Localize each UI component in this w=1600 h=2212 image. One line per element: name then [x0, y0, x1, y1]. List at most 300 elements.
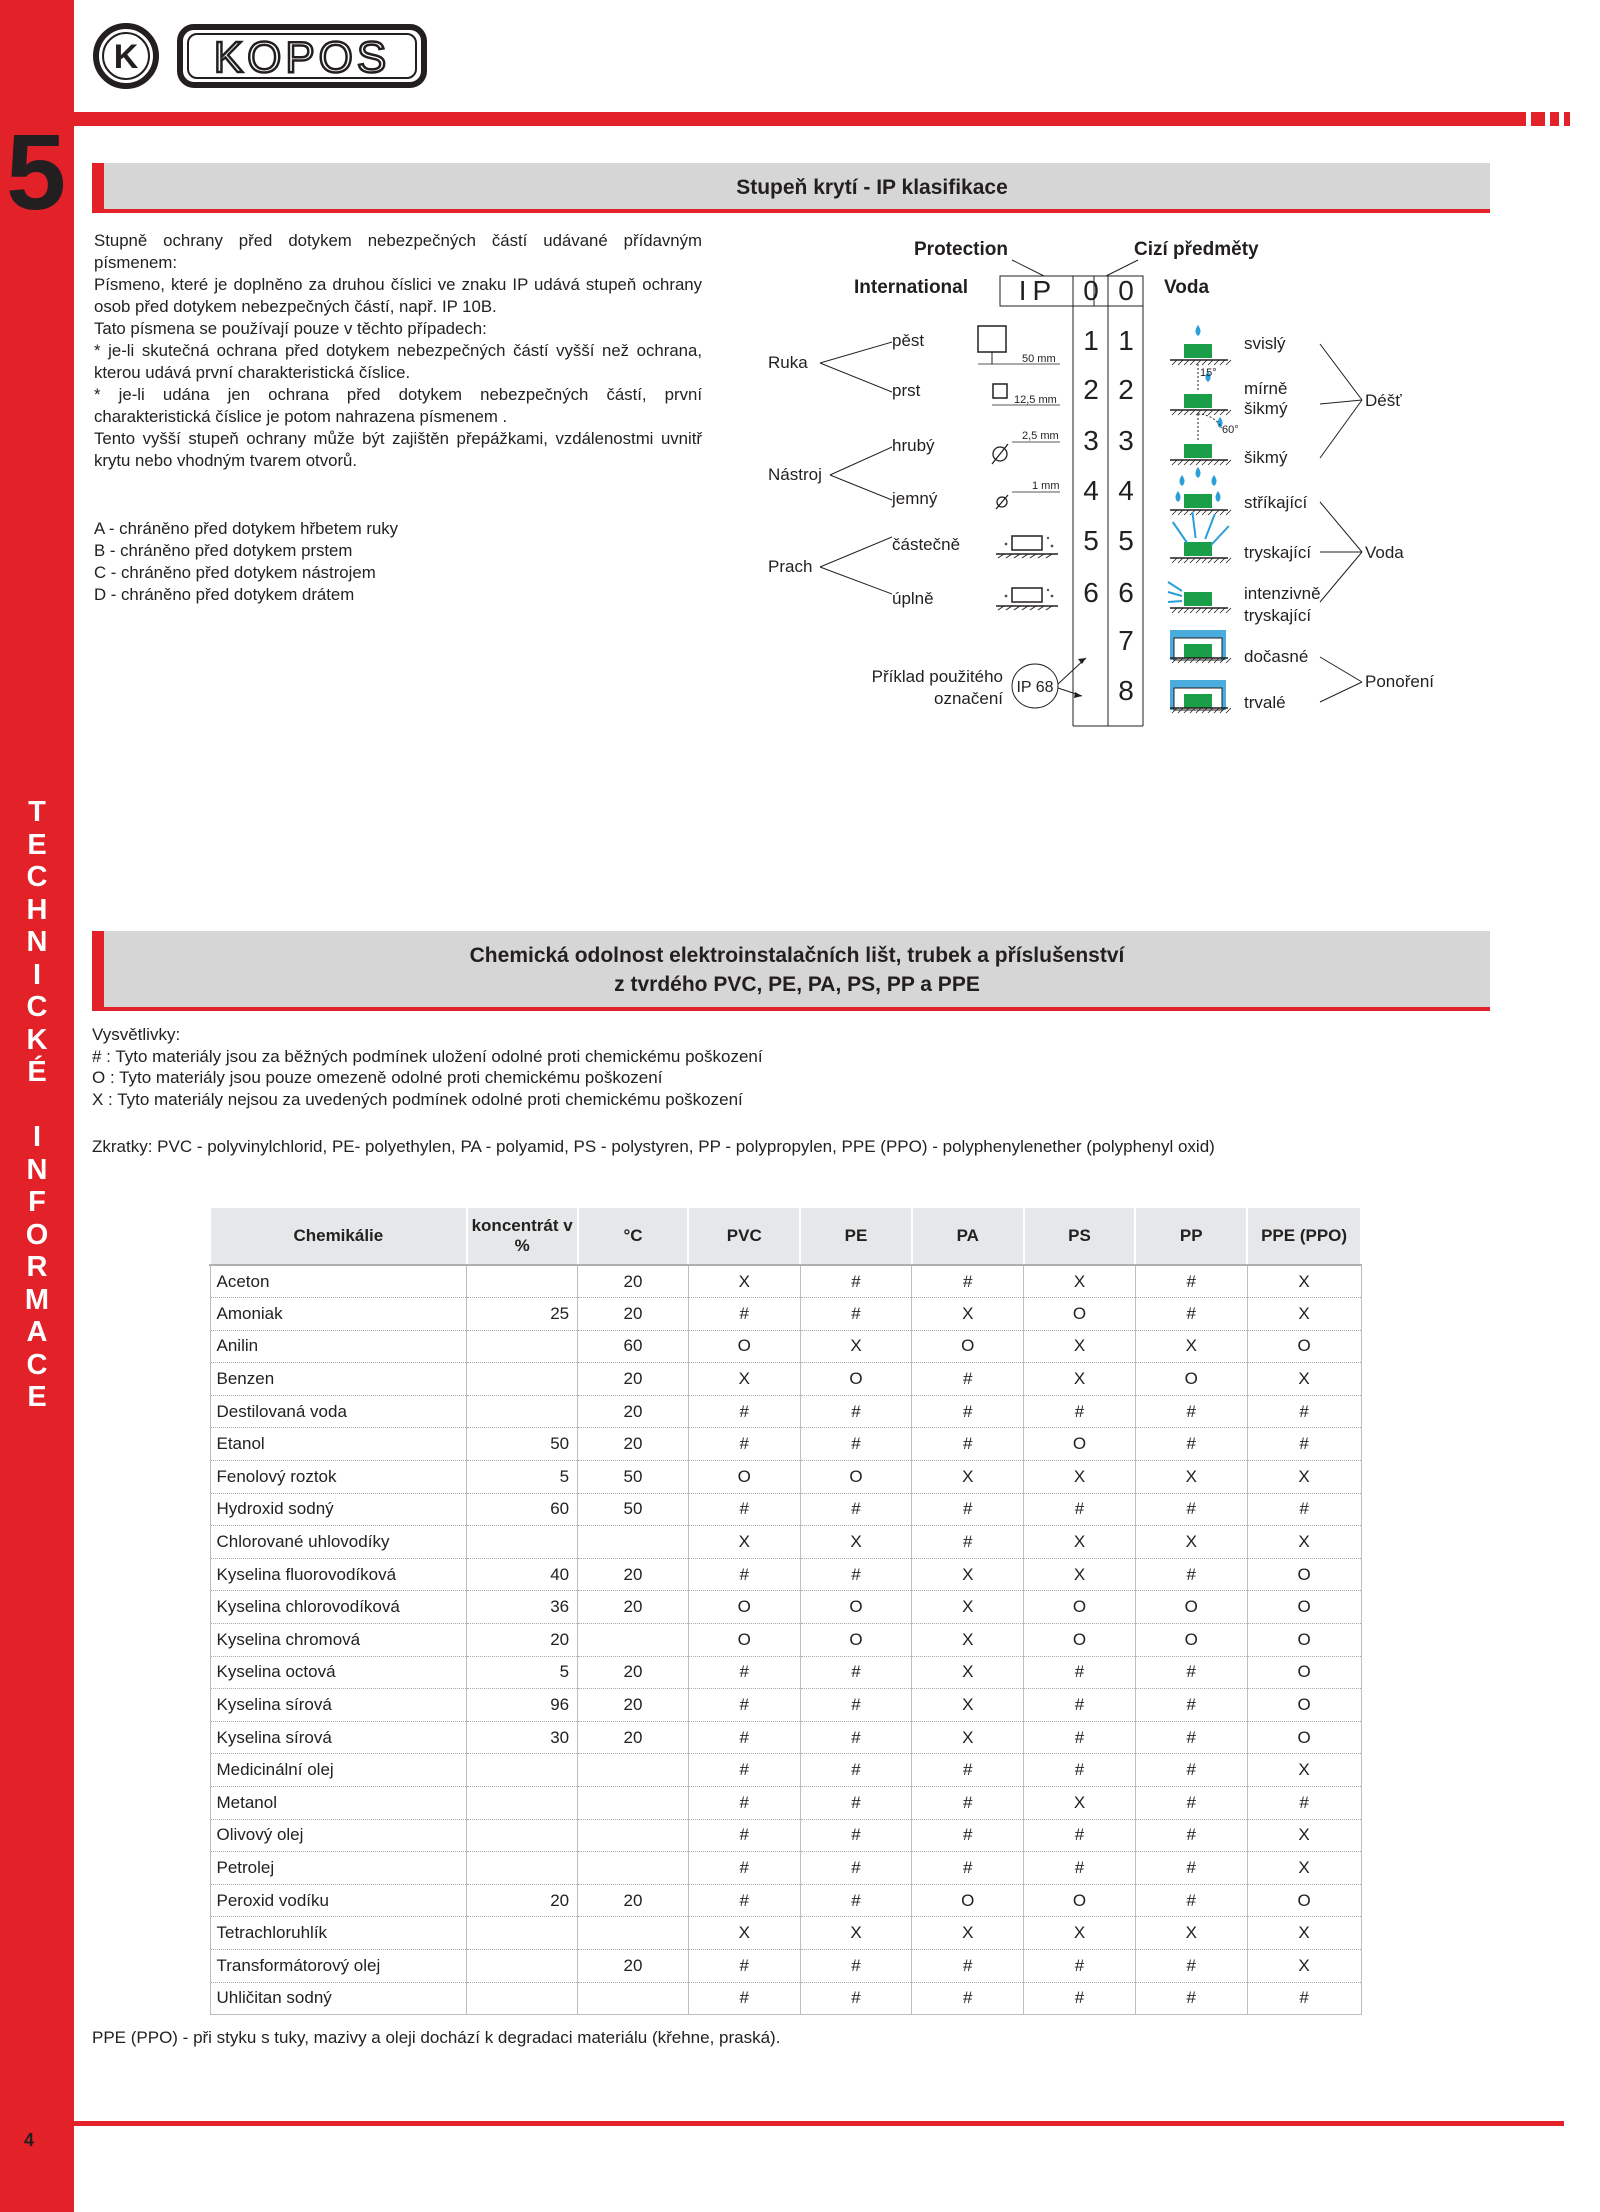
table-cell: 25 — [467, 1298, 578, 1331]
table-cell: X — [1247, 1265, 1361, 1298]
label-slightly: mírně — [1244, 379, 1288, 398]
table-cell: # — [1135, 1852, 1247, 1885]
table-cell: O — [688, 1624, 800, 1657]
table-cell: # — [912, 1949, 1024, 1982]
table-cell: X — [1024, 1526, 1136, 1559]
table-cell: X — [1247, 1363, 1361, 1396]
table-cell: # — [1024, 1819, 1136, 1852]
ip-letters-label: IP — [1018, 275, 1058, 306]
chemical-name-cell: Chlorované uhlovodíky — [210, 1526, 467, 1559]
label-fist: pěst — [892, 331, 925, 350]
label-coarse: hrubý — [892, 436, 935, 455]
table-cell: # — [688, 1982, 800, 2015]
table-cell: O — [912, 1330, 1024, 1363]
table-cell: # — [688, 1298, 800, 1331]
chemical-name-cell: Hydroxid sodný — [210, 1493, 467, 1526]
table-cell — [467, 1982, 578, 2015]
side-title-letter: C — [26, 861, 48, 893]
ip-paragraph: Tento vyšší stupeň ochrany může být zajištěn přepážkami, vzdálenostmi uvnitř krytu nebo vhodným tvarem otvorů. — [94, 429, 702, 470]
side-title-letter: F — [28, 1186, 46, 1218]
side-title-letter: T — [28, 796, 46, 828]
table-cell: O — [1247, 1884, 1361, 1917]
chemical-name-cell: Anilin — [210, 1330, 467, 1363]
table-cell: # — [912, 1526, 1024, 1559]
ip-section-title: Stupeň krytí - IP klasifikace — [92, 163, 1490, 213]
chemical-resistance-table — [209, 1206, 1362, 2015]
table-cell: X — [1247, 1949, 1361, 1982]
side-title-letter: E — [27, 828, 47, 861]
table-cell: # — [1247, 1982, 1361, 2015]
first-digit: 3 — [1083, 425, 1099, 456]
side-title-letter: É — [27, 1056, 47, 1088]
table-cell: # — [1135, 1982, 1247, 2015]
table-row — [210, 1721, 1361, 1754]
angle-60: 60° — [1222, 424, 1239, 436]
table-cell: # — [688, 1721, 800, 1754]
abbreviations: Zkratky: PVC - polyvinylchlorid, PE- polyethylen, PA - polyamid, PS - polystyren, PP - polypropylen, PPE (PPO) - polyphenylenether (polyphenyl oxid) — [92, 1137, 1215, 1156]
chemical-name-cell: Kyselina chromová — [210, 1624, 467, 1657]
logo-wordmark: KOPOS — [213, 33, 391, 82]
water-icons — [1168, 325, 1231, 713]
table-cell: # — [800, 1721, 912, 1754]
table-cell: O — [1024, 1624, 1136, 1657]
table-cell: X — [1135, 1526, 1247, 1559]
table-cell: 20 — [578, 1949, 689, 1982]
table-row — [210, 1330, 1361, 1363]
second-digit: 1 — [1118, 325, 1134, 356]
table-cell: 20 — [578, 1884, 689, 1917]
table-cell: # — [800, 1949, 912, 1982]
table-cell: X — [688, 1265, 800, 1298]
label-temporary: dočasné — [1244, 647, 1309, 666]
table-cell — [467, 1395, 578, 1428]
chem-title-line1: Chemická odolnost elektroinstalačních lišt, trubek a příslušenství — [469, 944, 1125, 967]
table-cell: 20 — [578, 1591, 689, 1624]
international-heading: International — [854, 277, 969, 298]
table-cell: 20 — [578, 1395, 689, 1428]
table-cell: O — [1247, 1591, 1361, 1624]
table-cell: # — [1135, 1819, 1247, 1852]
table-cell: X — [1024, 1917, 1136, 1950]
label-intensive: intenzivně — [1244, 584, 1321, 603]
table-cell: X — [800, 1917, 912, 1950]
col-header: PS — [1024, 1207, 1136, 1265]
table-cell: O — [688, 1461, 800, 1494]
table-cell: # — [912, 1428, 1024, 1461]
table-cell — [578, 1852, 689, 1885]
label-permanent: trvalé — [1244, 693, 1286, 712]
table-cell: X — [800, 1330, 912, 1363]
table-row — [210, 1852, 1361, 1885]
label-slanted-1: šikmý — [1244, 399, 1288, 418]
table-cell: # — [1135, 1689, 1247, 1722]
table-cell: 40 — [467, 1558, 578, 1591]
table-row — [210, 1982, 1361, 2015]
label-complete: úplně — [892, 589, 934, 608]
ip-diagram — [760, 232, 1460, 732]
chemical-name-cell: Kyselina octová — [210, 1656, 467, 1689]
table-cell — [467, 1949, 578, 1982]
side-title-letter: H — [26, 893, 48, 926]
water-slanted-icon — [1170, 414, 1231, 465]
table-cell: O — [1247, 1624, 1361, 1657]
table-cell — [578, 1819, 689, 1852]
table-cell: # — [800, 1298, 912, 1331]
chemical-name-cell: Amoniak — [210, 1298, 467, 1331]
second-digit: 7 — [1118, 625, 1134, 656]
table-cell: # — [800, 1787, 912, 1820]
table-cell: # — [688, 1395, 800, 1428]
table-cell: # — [1135, 1298, 1247, 1331]
water-vertical-icon — [1170, 325, 1231, 365]
col-header: PPE (PPO) — [1247, 1207, 1361, 1265]
table-cell: # — [1247, 1787, 1361, 1820]
table-cell: # — [1135, 1493, 1247, 1526]
table-cell — [578, 1982, 689, 2015]
table-cell: # — [800, 1265, 912, 1298]
table-cell: X — [912, 1721, 1024, 1754]
letter-code: C - chráněno před dotykem nástrojem — [94, 563, 376, 582]
header-rule — [74, 112, 1504, 126]
table-cell: 5 — [467, 1461, 578, 1494]
table-cell: # — [1247, 1395, 1361, 1428]
table-cell: # — [1024, 1395, 1136, 1428]
table-cell: # — [1024, 1754, 1136, 1787]
size-50mm: 50 mm — [1022, 353, 1056, 365]
table-cell: # — [688, 1558, 800, 1591]
first-digit: 0 — [1083, 275, 1099, 306]
logo-mark: K — [113, 38, 139, 76]
legend-item: # : Tyto materiály jsou za běžných podmínek uložení odolné proti chemickému poškození — [92, 1046, 763, 1066]
side-title-letter: N — [26, 926, 48, 958]
table-cell: # — [1135, 1656, 1247, 1689]
side-title-letter: I — [32, 1121, 42, 1153]
second-digit: 8 — [1118, 675, 1134, 706]
chemical-name-cell: Kyselina fluorovodíková — [210, 1558, 467, 1591]
table-cell: # — [1247, 1428, 1361, 1461]
table-cell: # — [1024, 1493, 1136, 1526]
kopos-logo — [90, 20, 430, 97]
chemical-name-cell: Olivový olej — [210, 1819, 467, 1852]
chemical-name-cell: Kyselina sírová — [210, 1721, 467, 1754]
table-cell — [467, 1852, 578, 1885]
side-title-letter: A — [26, 1316, 48, 1348]
table-row — [210, 1363, 1361, 1396]
col-header: °C — [578, 1207, 689, 1265]
chem-title-line2: z tvrdého PVC, PE, PA, PS, PP a PPE — [614, 973, 980, 996]
col-header: PA — [912, 1207, 1024, 1265]
table-cell: # — [800, 1884, 912, 1917]
table-cell: O — [1135, 1591, 1247, 1624]
label-fine: jemný — [892, 489, 938, 508]
table-cell: X — [912, 1624, 1024, 1657]
table-row — [210, 1819, 1361, 1852]
legend-heading: Vysvětlivky: — [92, 1025, 181, 1044]
table-row — [210, 1624, 1361, 1657]
coarse-tool-icon — [992, 442, 1060, 464]
table-cell: X — [1247, 1917, 1361, 1950]
col-header: PE — [800, 1207, 912, 1265]
table-cell: # — [1135, 1949, 1247, 1982]
table-cell: 20 — [578, 1721, 689, 1754]
table-cell: X — [1247, 1852, 1361, 1885]
table-cell: # — [800, 1656, 912, 1689]
table-row — [210, 1428, 1361, 1461]
table-cell: # — [912, 1754, 1024, 1787]
legend-item: X : Tyto materiály nejsou za uvedených podmínek odolné proti chemickému poškození — [92, 1089, 743, 1109]
chemical-name-cell: Metanol — [210, 1787, 467, 1820]
table-cell: # — [800, 1558, 912, 1591]
table-cell — [578, 1754, 689, 1787]
table-cell: 96 — [467, 1689, 578, 1722]
table-cell — [578, 1526, 689, 1559]
side-title — [0, 796, 74, 1414]
table-cell: 20 — [467, 1884, 578, 1917]
table-cell: O — [800, 1461, 912, 1494]
chem-legend — [92, 1024, 763, 1110]
table-cell: 30 — [467, 1721, 578, 1754]
first-digit-column — [1083, 275, 1099, 608]
table-cell: # — [688, 1884, 800, 1917]
example-label-2: označení — [934, 689, 1003, 708]
first-digit: 2 — [1083, 374, 1099, 405]
label-partial: částečně — [892, 535, 961, 554]
table-cell: O — [1247, 1558, 1361, 1591]
table-cell: # — [1135, 1721, 1247, 1754]
table-cell: # — [688, 1754, 800, 1787]
second-digit-column — [1118, 275, 1134, 706]
table-cell: # — [912, 1982, 1024, 2015]
table-cell: X — [1024, 1265, 1136, 1298]
header-rule-blocks — [1504, 112, 1575, 126]
table-cell: # — [1024, 1656, 1136, 1689]
table-cell: # — [800, 1493, 912, 1526]
table-cell: X — [1247, 1819, 1361, 1852]
table-cell: # — [1135, 1754, 1247, 1787]
table-cell: X — [912, 1558, 1024, 1591]
table-cell: X — [688, 1917, 800, 1950]
table-cell: O — [1247, 1656, 1361, 1689]
table-cell: X — [912, 1656, 1024, 1689]
table-cell: # — [1135, 1265, 1247, 1298]
table-cell: # — [912, 1493, 1024, 1526]
table-cell: O — [800, 1624, 912, 1657]
table-row — [210, 1558, 1361, 1591]
chem-section-title — [92, 931, 1490, 1011]
table-cell: X — [800, 1526, 912, 1559]
table-cell: O — [1024, 1428, 1136, 1461]
table-cell: O — [1247, 1330, 1361, 1363]
table-cell: X — [912, 1591, 1024, 1624]
table-cell: # — [800, 1754, 912, 1787]
label-jetting: tryskající — [1244, 543, 1312, 562]
first-digit: 6 — [1083, 577, 1099, 608]
table-cell: # — [912, 1395, 1024, 1428]
dust-complete-icon — [996, 588, 1058, 610]
table-cell: 20 — [578, 1689, 689, 1722]
water-heading: Voda — [1164, 277, 1210, 298]
table-cell: 20 — [578, 1265, 689, 1298]
first-digit: 5 — [1083, 525, 1099, 556]
table-cell: # — [1024, 1721, 1136, 1754]
table-cell: # — [1024, 1949, 1136, 1982]
table-cell — [467, 1330, 578, 1363]
table-cell: O — [1135, 1363, 1247, 1396]
col-header: koncentrát v % — [467, 1207, 578, 1265]
table-cell: X — [1247, 1298, 1361, 1331]
table-cell: 20 — [578, 1363, 689, 1396]
table-cell: # — [912, 1819, 1024, 1852]
table-cell: O — [800, 1363, 912, 1396]
table-cell: O — [1135, 1624, 1247, 1657]
letter-code: A - chráněno před dotykem hřbetem ruky — [94, 519, 399, 538]
table-cell — [467, 1917, 578, 1950]
table-cell: 20 — [578, 1656, 689, 1689]
water-splash-icon — [1170, 467, 1231, 515]
ip-paragraph: Stupně ochrany před dotykem nebezpečných částí udávané přídavným písmenem: — [94, 231, 702, 272]
table-cell — [578, 1624, 689, 1657]
table-cell: # — [1247, 1493, 1361, 1526]
col-header: PVC — [688, 1207, 800, 1265]
chemical-name-cell: Etanol — [210, 1428, 467, 1461]
side-title-letter: E — [27, 1381, 47, 1413]
second-digit: 4 — [1118, 475, 1134, 506]
table-header-row — [210, 1207, 1361, 1265]
group-dust: Prach — [768, 557, 813, 576]
col-header: Chemikálie — [210, 1207, 467, 1265]
table-cell: X — [912, 1298, 1024, 1331]
table-cell: # — [800, 1395, 912, 1428]
label-splashing: stříkající — [1244, 493, 1308, 512]
side-title-letter: C — [26, 991, 48, 1023]
chemical-name-cell: Medicinální olej — [210, 1754, 467, 1787]
first-digit: 4 — [1083, 475, 1099, 506]
table-cell: X — [1135, 1917, 1247, 1950]
table-cell: # — [800, 1689, 912, 1722]
table-cell: # — [912, 1363, 1024, 1396]
table-cell — [578, 1787, 689, 1820]
table-cell: 50 — [467, 1428, 578, 1461]
table-cell: X — [1024, 1558, 1136, 1591]
size-1mm: 1 mm — [1032, 480, 1060, 492]
chemical-name-cell: Transformátorový olej — [210, 1949, 467, 1982]
second-digit: 6 — [1118, 577, 1134, 608]
chemical-name-cell: Benzen — [210, 1363, 467, 1396]
table-cell: O — [1024, 1884, 1136, 1917]
table-cell: # — [1024, 1689, 1136, 1722]
table-row — [210, 1754, 1361, 1787]
table-cell: # — [688, 1493, 800, 1526]
group-water: Voda — [1365, 543, 1404, 562]
table-cell: O — [1024, 1591, 1136, 1624]
table-row — [210, 1689, 1361, 1722]
second-digit: 0 — [1118, 275, 1134, 306]
table-cell: 20 — [578, 1298, 689, 1331]
table-row — [210, 1884, 1361, 1917]
side-title-letter: C — [26, 1348, 48, 1381]
table-cell: 60 — [578, 1330, 689, 1363]
table-row — [210, 1949, 1361, 1982]
angle-15: 15° — [1200, 367, 1217, 379]
table-cell: # — [688, 1819, 800, 1852]
group-immersion: Ponoření — [1365, 672, 1434, 691]
table-cell: # — [1135, 1428, 1247, 1461]
ip-paragraph: * je-li skutečná ochrana před dotykem nebezpečných částí vyšší než ochrana, kterou udává první charakteristická číslice. — [94, 341, 702, 382]
side-title-letter: I — [32, 958, 42, 991]
chemical-name-cell: Fenolový roztok — [210, 1461, 467, 1494]
side-title-letter: M — [24, 1283, 50, 1316]
table-cell: # — [688, 1852, 800, 1885]
letter-code: D - chráněno před dotykem drátem — [94, 585, 355, 604]
table-cell: O — [688, 1330, 800, 1363]
size-12mm: 12,5 mm — [1014, 394, 1057, 406]
table-cell: X — [688, 1363, 800, 1396]
second-digit: 2 — [1118, 374, 1134, 405]
protection-heading: Protection — [914, 239, 1008, 260]
table-cell — [578, 1917, 689, 1950]
example-label: Příklad použitého — [871, 667, 1003, 686]
footer-rule — [74, 2121, 1564, 2126]
chem-footnote: PPE (PPO) - při styku s tuky, mazivy a oleji dochází k degradaci materiálu (křehne, praská). — [92, 2028, 781, 2047]
table-cell — [467, 1526, 578, 1559]
table-row — [210, 1298, 1361, 1331]
side-title-letter: O — [25, 1218, 49, 1251]
table-cell — [467, 1787, 578, 1820]
table-cell: # — [1024, 1852, 1136, 1885]
chapter-number: 5 — [6, 111, 67, 232]
legend-item: O : Tyto materiály jsou pouze omezeně odolné proti chemickému poškození — [92, 1068, 663, 1087]
water-jet2-icon — [1168, 582, 1231, 613]
table-row — [210, 1395, 1361, 1428]
side-title-letter: N — [26, 1153, 48, 1186]
col-header: PP — [1135, 1207, 1247, 1265]
table-cell: # — [1135, 1787, 1247, 1820]
table-row — [210, 1493, 1361, 1526]
first-digit: 1 — [1083, 325, 1099, 356]
table-cell: O — [1247, 1721, 1361, 1754]
foreign-objects-heading: Cizí předměty — [1134, 239, 1259, 260]
chemical-name-cell: Uhličitan sodný — [210, 1982, 467, 2015]
table-row — [210, 1917, 1361, 1950]
table-cell: X — [1024, 1363, 1136, 1396]
table-row — [210, 1265, 1361, 1298]
table-cell: 50 — [578, 1493, 689, 1526]
table-cell: X — [1247, 1754, 1361, 1787]
label-vertical: svislý — [1244, 334, 1286, 353]
table-cell: # — [688, 1656, 800, 1689]
table-cell: # — [688, 1428, 800, 1461]
label-slanted-2: šikmý — [1244, 448, 1288, 467]
chemical-name-cell: Tetrachloruhlík — [210, 1917, 467, 1950]
table-cell: # — [912, 1852, 1024, 1885]
table-cell — [467, 1819, 578, 1852]
table-cell: X — [1247, 1526, 1361, 1559]
table-cell: # — [1135, 1395, 1247, 1428]
table-cell: X — [1247, 1461, 1361, 1494]
example-code: IP 68 — [1016, 679, 1054, 696]
table-cell: O — [1024, 1298, 1136, 1331]
table-cell: # — [800, 1819, 912, 1852]
size-2-5mm: 2,5 mm — [1022, 430, 1059, 442]
label-jetting-2: tryskající — [1244, 606, 1312, 625]
group-tool: Nástroj — [768, 465, 822, 484]
table-cell — [467, 1265, 578, 1298]
table-cell: 5 — [467, 1656, 578, 1689]
table-row — [210, 1787, 1361, 1820]
ip-letter-codes — [94, 518, 398, 606]
table-cell: # — [1135, 1884, 1247, 1917]
table-cell: X — [912, 1689, 1024, 1722]
